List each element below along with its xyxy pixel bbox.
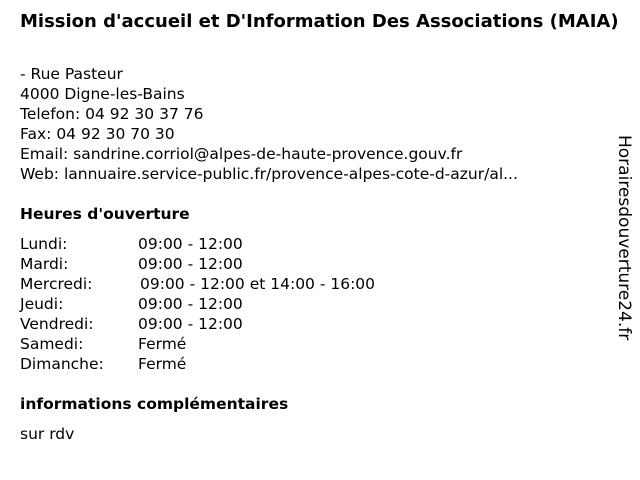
hours-heading: Heures d'ouverture: [20, 205, 190, 223]
hours-time: Fermé: [138, 335, 187, 353]
hours-time: 09:00 - 12:00 et 14:00 - 16:00: [140, 275, 376, 293]
address-phone: Telefon: 04 92 30 37 76: [20, 105, 204, 123]
hours-time: 09:00 - 12:00: [138, 295, 243, 313]
site-watermark: Horairesdouverture24.fr: [614, 135, 634, 341]
hours-time: 09:00 - 12:00: [138, 235, 243, 253]
info-heading: informations complémentaires: [20, 395, 289, 413]
hours-day: Vendredi:: [20, 315, 94, 333]
address-fax: Fax: 04 92 30 70 30: [20, 125, 175, 143]
page-title: Mission d'accueil et D'Information Des Associations (MAIA): [20, 11, 619, 32]
hours-day: Lundi:: [20, 235, 68, 253]
hours-day: Mercredi:: [20, 275, 93, 293]
address-block: [20, 64, 600, 184]
info-text: sur rdv: [20, 425, 75, 443]
hours-day: Samedi:: [20, 335, 84, 353]
hours-time: 09:00 - 12:00: [138, 315, 243, 333]
hours-time: 09:00 - 12:00: [138, 255, 243, 273]
hours-day: Dimanche:: [20, 355, 104, 373]
hours-time: Fermé: [138, 355, 187, 373]
address-web: Web: lannuaire.service-public.fr/provence-alpes-cote-d-azur/al...: [20, 165, 518, 183]
hours-day: Mardi:: [20, 255, 69, 273]
hours-day: Jeudi:: [20, 295, 64, 313]
address-street: - Rue Pasteur: [20, 65, 123, 83]
address-email: Email: sandrine.corriol@alpes-de-haute-provence.gouv.fr: [20, 145, 463, 163]
address-city: 4000 Digne-les-Bains: [20, 85, 185, 103]
